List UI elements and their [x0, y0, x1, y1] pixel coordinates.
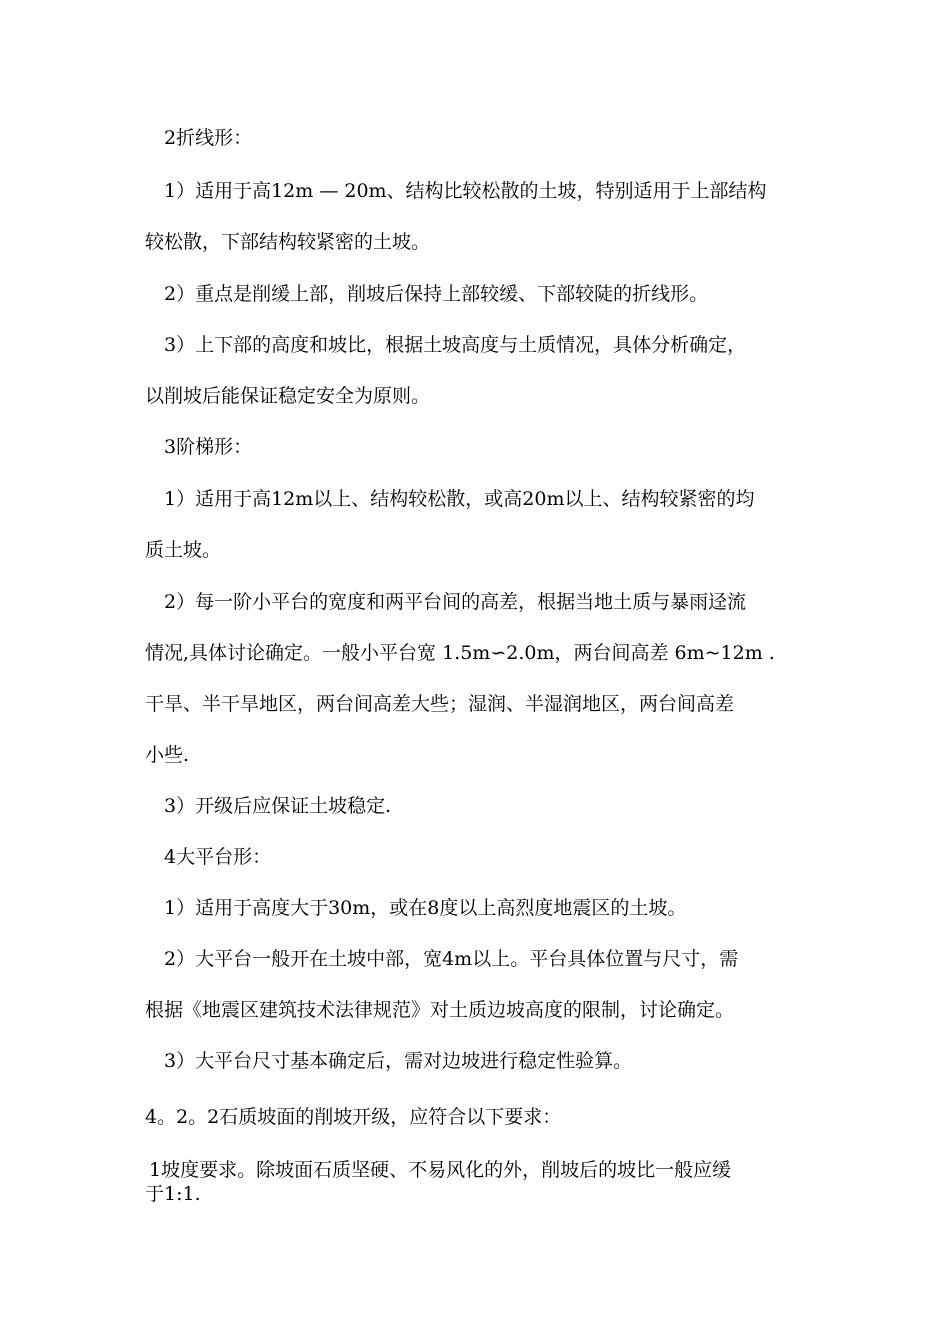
- paragraph-line: 以削坡后能保证稳定安全为原则。: [145, 385, 431, 407]
- paragraph-line: 3）上下部的高度和坡比，根据土坡高度与土质情况，具体分析确定，: [164, 334, 747, 356]
- paragraph-line: 情况,具体讨论确定。一般小平台宽 1.5m∽2.0m，两台间高差 6m~12m .: [145, 642, 775, 664]
- paragraph-line: 小些.: [145, 744, 190, 766]
- heading-large-platform-shape: 4大平台形：: [164, 846, 272, 868]
- paragraph-line: 根据《地震区建筑技术法律规范》对土质边坡高度的限制，讨论确定。: [145, 999, 735, 1021]
- paragraph-line: 1）适用于高12m — 20m、结构比较松散的土坡，特别适用于上部结构: [164, 180, 767, 202]
- paragraph-line: 1）适用于高度大于30m，或在8度以上高烈度地震区的土坡。: [164, 897, 687, 919]
- paragraph-line: 1坡度要求。除坡面石质坚硬、不易风化的外，削坡后的坡比一般应缓: [149, 1159, 732, 1181]
- heading-stepped-shape: 3阶梯形：: [164, 436, 253, 458]
- paragraph-line: 干旱、半干旱地区，两台间高差大些；湿润、半湿润地区，两台间高差: [145, 693, 735, 715]
- heading-fold-line-shape: 2折线形：: [164, 127, 253, 149]
- paragraph-line: 3）大平台尺寸基本确定后，需对边坡进行稳定性验算。: [164, 1050, 633, 1072]
- paragraph-line: 2）大平台一般开在土坡中部，宽4m以上。平台具体位置与尺寸，需: [164, 948, 739, 970]
- paragraph-line: 于1:1.: [145, 1183, 201, 1205]
- paragraph-line: 3）开级后应保证土坡稳定.: [164, 795, 392, 817]
- paragraph-line: 2）重点是削缓上部，削坡后保持上部较缓、下部较陡的折线形。: [164, 283, 709, 305]
- section-heading-4-2-2: 4。2。2石质坡面的削坡开级，应符合以下要求：: [145, 1106, 562, 1128]
- paragraph-line: 质土坡。: [145, 539, 222, 561]
- paragraph-line: 1）适用于高12m以上、结构较松散，或高20m以上、结构较紧密的均: [164, 488, 755, 510]
- paragraph-line: 较松散，下部结构较紧密的土坡。: [145, 231, 431, 253]
- paragraph-line: 2）每一阶小平台的宽度和两平台间的高差，根据当地土质与暴雨迳流: [164, 591, 747, 613]
